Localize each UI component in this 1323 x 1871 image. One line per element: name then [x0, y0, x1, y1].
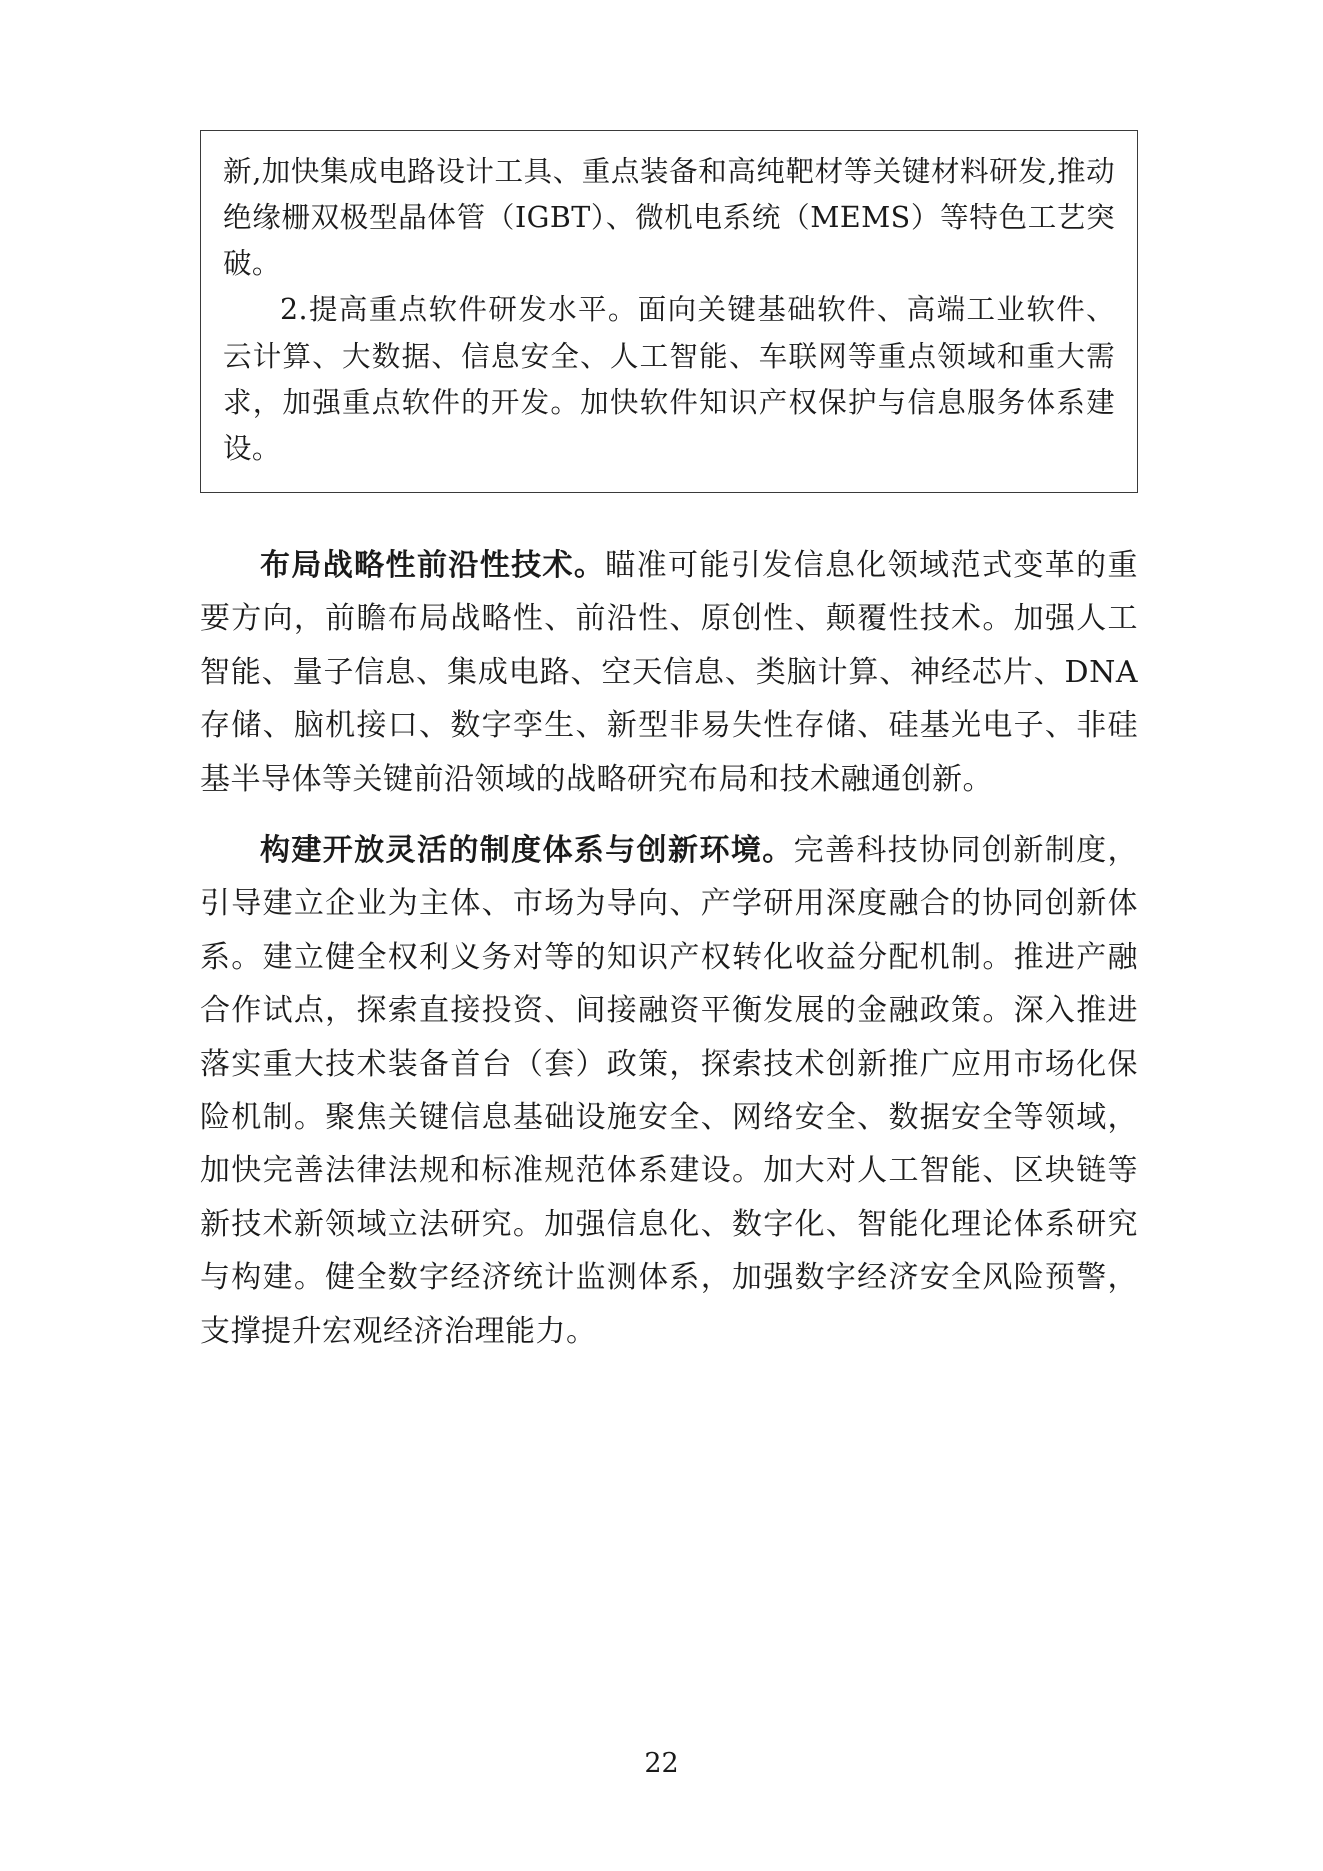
section-paragraph-2: [200, 824, 1138, 1358]
boxed-continuation-section: [200, 130, 1138, 493]
page-number: 22: [644, 1748, 679, 1779]
section-heading-1: 布局战略性前沿性技术。: [260, 548, 606, 584]
boxed-paragraph-2: 2.提高重点软件研发水平。面向关键基础软件、高端工业软件、云计算、大数据、信息安全、人工智能、车联网等重点领域和重大需求，加强重点软件的开发。加快软件知识产权保护与信息服务体系建设。: [223, 293, 1115, 465]
section-spacer-2: [200, 808, 1138, 824]
section-body-1: 瞄准可能引发信息化领域范式变革的重要方向，前瞻布局战略性、前沿性、原创性、颠覆性技术。加强人工智能、量子信息、集成电路、空天信息、类脑计算、神经芯片、DNA 存储、脑机接口、数字孪生、新型非易失性存储、硅基光电子、非硅基半导体等关键前沿领域的战略研究布局和技术融通创新。: [200, 548, 1139, 797]
section-spacer: [200, 523, 1138, 539]
section-paragraph-1: [200, 539, 1138, 806]
boxed-paragraph-1: 新‚加快集成电路设计工具、重点装备和高纯靶材等关键材料研发‚推动绝缘栅双极型晶体管（IGBT）、微机电系统（MEMS）等特色工艺突破。: [223, 155, 1115, 281]
section-body-2: 完善科技协同创新制度，引导建立企业为主体、市场为导向、产学研用深度融合的协同创新体系。建立健全权利义务对等的知识产权转化收益分配机制。推进产融合作试点，探索直接投资、间接融资平衡发展的金融政策。深入推进落实重大技术装备首台（套）政策，探索技术创新推广应用市场化保险机制。聚焦关键信息基础设施安全、网络安全、数据安全等领域，加快完善法律法规和标准规范体系建设。加大对人工智能、区块链等新技术新领域立法研究。加强信息化、数字化、智能化理论体系研究与构建。健全数字经济统计监测体系，加强数字经济安全风险预警，支撑提升宏观经济治理能力。: [200, 833, 1139, 1349]
section-heading-2: 构建开放灵活的制度体系与创新环境。: [260, 833, 794, 869]
